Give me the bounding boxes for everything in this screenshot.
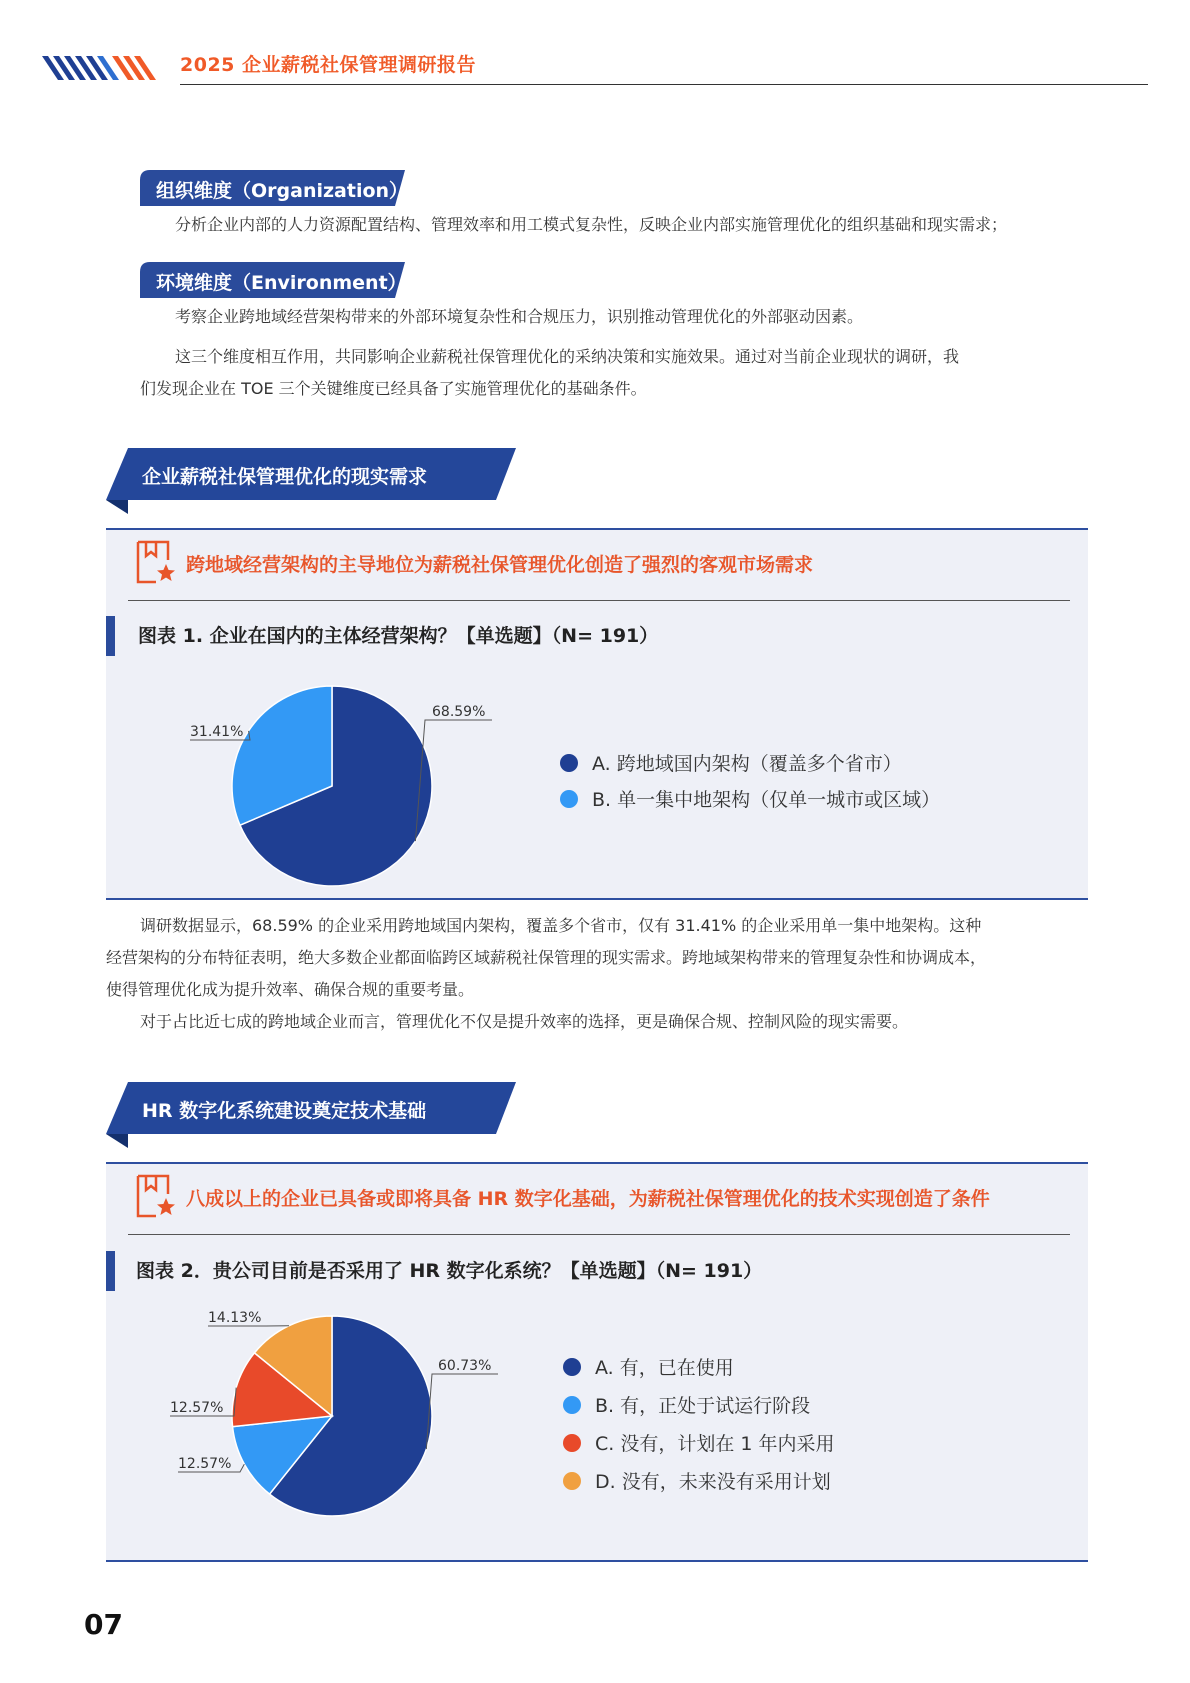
section-banner-2-title: HR 数字化系统建设奠定技术基础: [142, 1100, 427, 1122]
legend-label-1B: B. 单一集中地架构（仅单一城市或区域）: [592, 789, 941, 811]
panel1-divider: [128, 600, 1070, 601]
chart2-svg: [170, 1296, 550, 1546]
legend-marker-1B: [560, 790, 578, 808]
chart2-data-label-1: 60.73%: [438, 1358, 492, 1374]
legend-label-2B: B. 有，正处于试运行阶段: [595, 1395, 811, 1417]
section1-headline: 跨地域经营架构的主导地位为薪税社保管理优化创造了强烈的客观市场需求: [186, 554, 814, 576]
dimension-tag-organization-label: 组织维度（Organization）: [156, 180, 409, 202]
bookmark-star-icon: [134, 1174, 176, 1218]
intro-paragraph-line1: 这三个维度相互作用，共同影响企业薪税社保管理优化的采纳决策和实施效果。通过对当前企业现状的调研，我: [175, 347, 960, 366]
legend-marker-2B: [563, 1396, 581, 1414]
header-rule: [180, 84, 1148, 85]
bookmark-star-icon: [134, 540, 176, 584]
legend-label-1A: A. 跨地域国内架构（覆盖多个省市）: [592, 753, 902, 775]
header-logo-stripes: [42, 50, 167, 84]
legend-marker-2A: [563, 1358, 581, 1376]
intro-paragraph-line2: 们发现企业在 TOE 三个关键维度已经具备了实施管理优化的基础条件。: [140, 379, 647, 398]
chart1-title: 图表 1. 企业在国内的主体经营架构？【单选题】（N= 191）: [138, 625, 659, 647]
chart2-title-bar: [106, 1251, 115, 1291]
logo-stripes-orange: [112, 56, 156, 80]
chart2-leader-1: [426, 1374, 498, 1449]
legend-marker-1A: [560, 754, 578, 772]
chart1-data-label-1: 68.59%: [432, 704, 486, 720]
legend-label-2A: A. 有，已在使用: [595, 1357, 734, 1379]
analysis-line-4: 对于占比近七成的跨地域企业而言，管理优化不仅是提升效率的选择，更是确保合规、控制风险的现实需要。: [140, 1012, 909, 1031]
page-number: 07: [84, 1608, 123, 1641]
analysis-line-2: 经营架构的分布特征表明，绝大多数企业都面临跨区域薪税社保管理的现实需求。跨地域架构带来的管理复杂性和协调成本，: [106, 948, 987, 967]
section2-headline: 八成以上的企业已具备或即将具备 HR 数字化基础，为薪税社保管理优化的技术实现创造了条件: [186, 1188, 990, 1210]
chart2-title: 图表 2．贵公司目前是否采用了 HR 数字化系统？【单选题】（N= 191）: [136, 1260, 763, 1282]
analysis-line-3: 使得管理优化成为提升效率、确保合规的重要考量。: [106, 980, 475, 999]
legend-marker-2C: [563, 1434, 581, 1452]
report-title-text: 企业薪税社保管理调研报告: [242, 54, 477, 76]
dimension-environment-text: 考察企业跨地域经营架构带来的外部环境复杂性和合规压力，识别推动管理优化的外部驱动因素。: [175, 307, 864, 326]
chart1-data-label-2: 31.41%: [190, 724, 244, 740]
report-title: [180, 50, 476, 77]
analysis-line-1: 调研数据显示，68.59% 的企业采用跨地域国内架构，覆盖多个省市，仅有 31.41% 的企业采用单一集中地架构。这种: [140, 916, 982, 935]
section-banner-1: [106, 448, 516, 514]
chart2-data-label-4: 14.13%: [208, 1310, 262, 1326]
chart1-svg: [170, 660, 550, 890]
dimension-tag-environment-label: 环境维度（Environment）: [156, 272, 407, 294]
chart2-data-label-3: 12.57%: [170, 1400, 224, 1416]
legend-marker-2D: [563, 1472, 581, 1490]
section-banner-2: [106, 1082, 516, 1148]
legend-label-2D: D. 没有，未来没有采用计划: [595, 1471, 831, 1493]
dimension-organization-text: 分析企业内部的人力资源配置结构、管理效率和用工模式复杂性，反映企业内部实施管理优化的组织基础和现实需求；: [175, 215, 1008, 234]
section-banner-1-title: 企业薪税社保管理优化的现实需求: [142, 466, 428, 488]
dimension-tag-environment: [140, 262, 405, 298]
report-year: 2025: [180, 54, 235, 76]
legend-label-2C: C. 没有，计划在 1 年内采用: [595, 1433, 835, 1455]
dimension-tag-organization: [140, 170, 409, 206]
chart1-title-bar: [106, 616, 115, 656]
logo-stripes-blue: [42, 56, 119, 80]
panel2-divider: [128, 1234, 1070, 1235]
chart2-data-label-2: 12.57%: [178, 1456, 232, 1472]
